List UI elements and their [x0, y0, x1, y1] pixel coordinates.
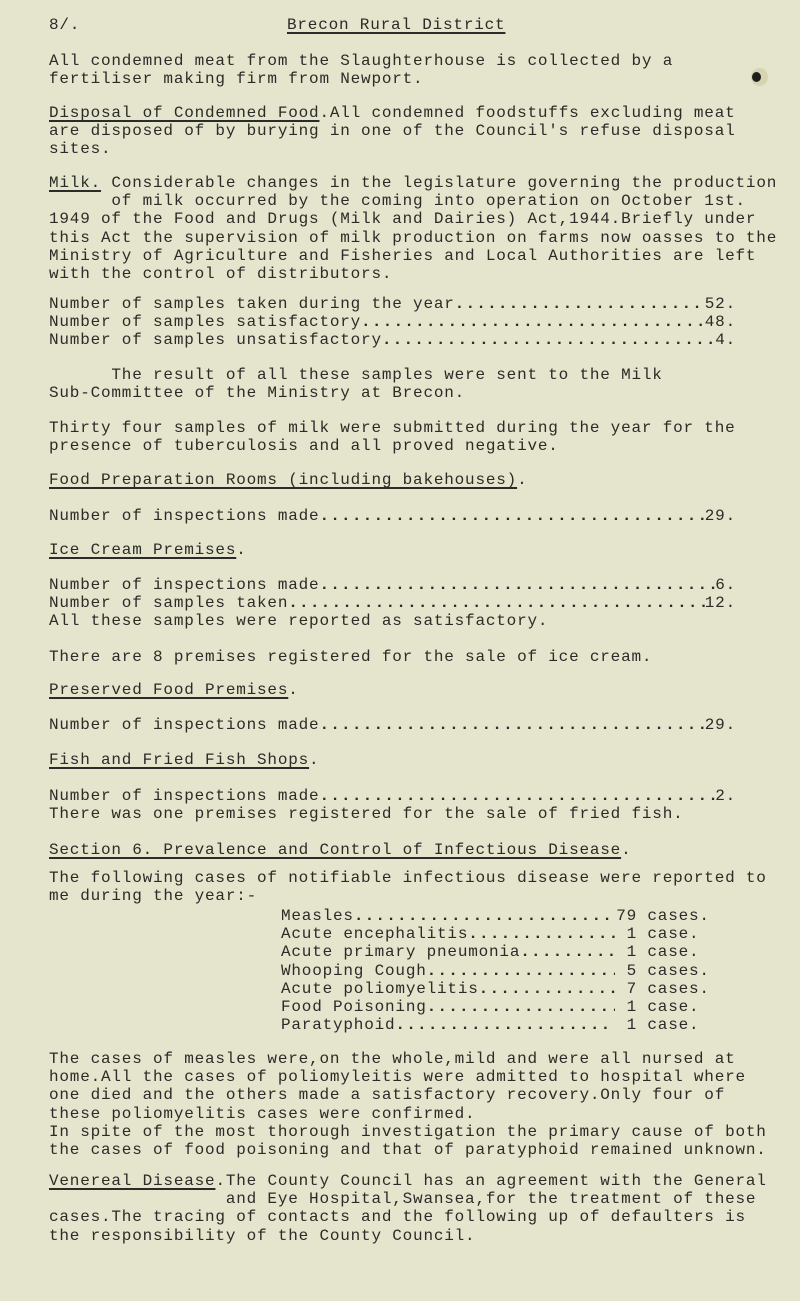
text-line: of milk occurred by the coming into operation on October 1st. [49, 192, 746, 211]
disease-list [281, 907, 727, 1034]
food-prep-stats [49, 507, 736, 525]
section6-intro [49, 869, 767, 905]
text-line: Sub-Committee of the Ministry at Brecon. [49, 384, 466, 403]
milk-heading: Milk. [49, 174, 102, 192]
text-line: this Act the supervision of milk production on farms now oasses to the [49, 228, 778, 247]
text-line: cases.The tracing of contacts and the following up of defaulters is [49, 1208, 746, 1227]
disease-row: Measles ..... 79 cases. [281, 907, 727, 925]
page-number: 8/. [49, 16, 81, 34]
fish-stats [49, 787, 736, 823]
ice-cream-stats [49, 576, 736, 631]
preserved-stats [49, 716, 736, 734]
text-line: me during the year:- [49, 887, 258, 906]
text-line: 1949 of the Food and Drugs (Milk and Dairies) Act,1944.Briefly under [49, 210, 757, 229]
text-line: one died and the others made a satisfactory recovery.Only four of [49, 1086, 726, 1105]
text-line: There are 8 premises registered for the sale of ice cream. [49, 648, 653, 666]
text-line: sites. [49, 140, 112, 159]
disposal-paragraph [49, 104, 736, 159]
disease-row: Acute poliomyelitis ..... 7 cases. [281, 980, 727, 998]
text-line: The result of all these samples were sent to the Milk [49, 366, 663, 384]
text-line: Considerable changes in the legislature governing the production [101, 174, 778, 192]
food-prep-heading: Food Preparation Rooms (including bakehouses). [49, 471, 528, 489]
stat-row: Number of inspections made ..... 29. [49, 716, 736, 734]
text-line: are disposed of by burying in one of the Council's refuse disposal [49, 122, 736, 141]
venereal-paragraph [49, 1172, 767, 1245]
ice-cream-heading: Ice Cream Premises. [49, 541, 247, 559]
text-line: The cases of measles were,on the whole,mild and were all nursed at [49, 1050, 736, 1068]
stat-row: Number of samples taken during the year ..... 52. [49, 295, 736, 313]
meat-paragraph [49, 52, 673, 88]
text-line: All condemned meat from the Slaughterhouse is collected by a [49, 52, 674, 70]
text-line: .All condemned foodstuffs excluding meat [319, 104, 736, 122]
fish-heading: Fish and Fried Fish Shops. [49, 751, 320, 769]
disease-row: Paratyphoid ..... 1 case. [281, 1016, 727, 1034]
preserved-heading: Preserved Food Premises. [49, 681, 299, 699]
venereal-heading: Venereal Disease [49, 1172, 216, 1190]
text-line: the responsibility of the County Council. [49, 1226, 476, 1245]
ink-smudge [752, 72, 761, 82]
text-line: and Eye Hospital,Swansea,for the treatment of these [49, 1190, 757, 1209]
text-line: .The County Council has an agreement with the General [215, 1172, 767, 1190]
disease-row: Food Poisoning ..... 1 case. [281, 998, 727, 1016]
milk-paragraph [49, 174, 777, 283]
stat-row: Number of samples unsatisfactory ..... 4. [49, 331, 736, 349]
milk-stats [49, 295, 736, 350]
stat-row: Number of samples taken ..... 12. [49, 594, 736, 612]
stat-row: Number of inspections made ..... 2. [49, 787, 736, 805]
section6-discussion [49, 1050, 767, 1159]
text-line: All these samples were reported as satisfactory. [49, 612, 549, 631]
text-line: fertiliser making firm from Newport. [49, 70, 424, 89]
milk-result [49, 366, 663, 402]
ice-cream-registered [49, 648, 652, 666]
text-line: home.All the cases of poliomyleitis were admitted to hospital where [49, 1068, 746, 1087]
text-line: In spite of the most thorough investigation the primary cause of both [49, 1122, 767, 1141]
text-line: presence of tuberculosis and all proved negative. [49, 437, 559, 456]
disease-row: Acute encephalitis ..... 1 case. [281, 925, 727, 943]
page-title: Brecon Rural District [287, 16, 506, 34]
page-header [49, 16, 769, 34]
disease-row: Acute primary pneumonia ..... 1 case. [281, 943, 727, 961]
section6-heading: Section 6. Prevalence and Control of Infectious Disease. [49, 841, 632, 859]
stat-row: Number of inspections made ..... 29. [49, 507, 736, 525]
text-line: the cases of food poisoning and that of paratyphoid remained unknown. [49, 1140, 767, 1159]
text-line: Thirty four samples of milk were submitted during the year for the [49, 419, 736, 437]
stat-row: Number of samples satisfactory ..... 48. [49, 313, 736, 331]
text-line: The following cases of notifiable infectious disease were reported to [49, 869, 767, 887]
stat-row: Number of inspections made ..... 6. [49, 576, 736, 594]
disease-row: Whooping Cough ..... 5 cases. [281, 962, 727, 980]
text-line: these poliomyelitis cases were confirmed. [49, 1104, 476, 1123]
text-line: with the control of distributors. [49, 264, 393, 283]
text-line: Ministry of Agriculture and Fisheries and Local Authorities are left [49, 246, 757, 265]
disposal-heading: Disposal of Condemned Food [49, 104, 320, 122]
milk-tb [49, 419, 736, 455]
text-line: There was one premises registered for the sale of fried fish. [49, 805, 684, 824]
